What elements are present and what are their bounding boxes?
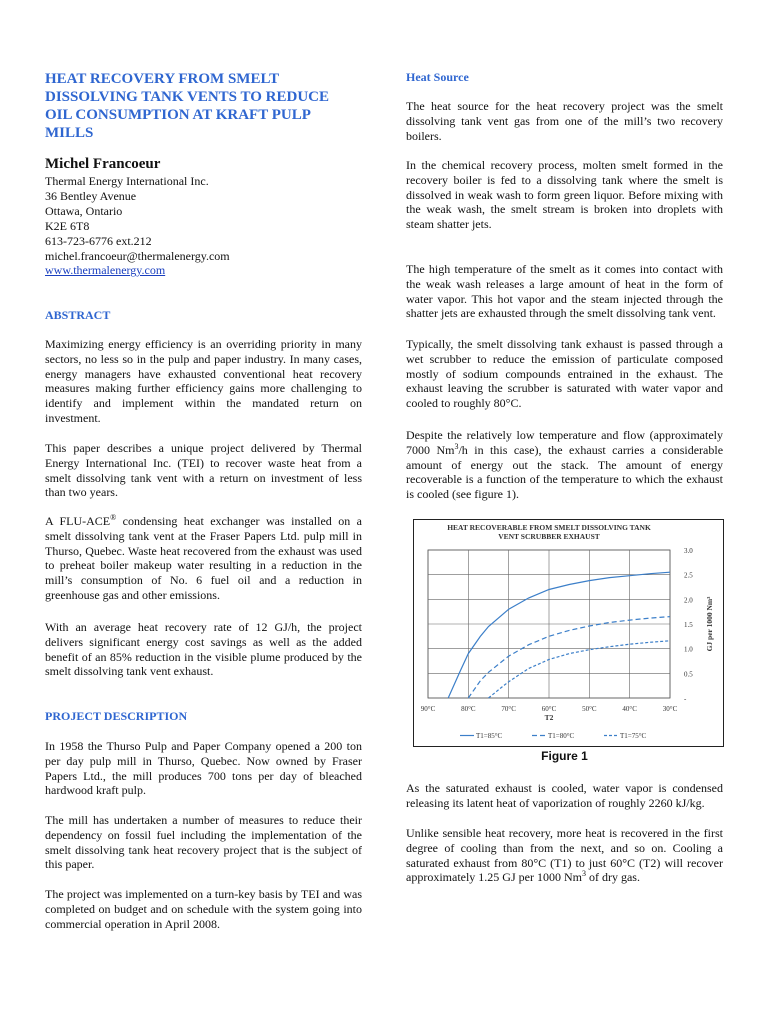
heat-source-heading: Heat Source <box>406 70 469 84</box>
figure-caption: Figure 1 <box>541 749 588 763</box>
figure-1-chart <box>413 519 724 747</box>
x-tick-label: 90°C <box>420 705 436 713</box>
x-tick-label: 70°C <box>501 705 516 713</box>
project-paragraph-1: In 1958 the Thurso Pulp and Paper Company opened a 200 ton per day pulp mill in Thurso, Quebec. Now owned by Fraser Papers Ltd., the mill produces 700 tons per day of bleached hardwood kraft pulp. <box>45 739 362 798</box>
author-address <box>45 174 230 278</box>
author-postal: K2E 6T8 <box>45 218 90 233</box>
heat-source-paragraph-2: In the chemical recovery process, molten smelt formed in the recovery boiler is fed to a dissolving tank where the smelt is dissolved in weak wash to form green liquor. Before mixing with the weak wash, the smelt stream is broken into droplets with steam shatter jets. <box>406 158 723 232</box>
legend-label-3: T1=75°C <box>620 732 647 740</box>
heat-source-paragraph-5: Despite the relatively low temperature and flow (approximately 7000 Nm$^3$/h in this case), the exhaust carries a considerable amount of energy out the stack. The amount of energy recoverable is a function of the temperature to which the exhaust is cooled (see figure 1). <box>406 428 724 502</box>
heat-source-paragraph-7: Unlike sensible heat recovery, more heat is recovered in the first degree of cooling than from the next, and so on. Cooling a saturated exhaust from 80°C (T1) to just 60°C (T2) will recover approximately 1.25 GJ per 1000 Nm$^3$ of dry gas. <box>406 826 723 885</box>
project-paragraph-2: The mill has undertaken a number of measures to reduce their dependency on fossil fuel including the implementation of the smelt dissolving tank heat recovery project that is the subject of this paper. <box>45 813 362 872</box>
legend-label-2: T1=80°C <box>548 732 575 740</box>
heat-source-paragraph-4: Typically, the smelt dissolving tank exhaust is passed through a wet scrubber to reduce the emission of particulate composed mostly of sodium compounds entrained in the exhaust. The exhaust leaving the scrubber is saturated with water vapor and cooled to roughly 80°C. <box>406 337 723 411</box>
chart-title-line-2: VENT SCRUBBER EXHAUST <box>498 532 600 541</box>
abstract-paragraph-1: Maximizing energy efficiency is an overriding priority in many sectors, no less so in the pulp and paper industry. In many cases, energy managers have exhausted conventional heat recovery measures making further efficiency gains more challenging to identify and implement within the mandated return on investment. <box>45 337 362 425</box>
abstract-heading: ABSTRACT <box>45 308 111 322</box>
author-street: 36 Bentley Avenue <box>45 188 137 203</box>
project-paragraph-3: The project was implemented on a turn-key basis by TEI and was completed on budget and on schedule with the system going into commercial operation in April 2008. <box>45 887 362 931</box>
heat-source-paragraph-3: The high temperature of the smelt as it comes into contact with the weak wash releases a large amount of heat in the form of water vapor. This hot vapor and the steam injected through the shatter jets are exhausted through the smelt dissolving tank vent. <box>406 262 723 321</box>
author-city: Ottawa, Ontario <box>45 203 123 218</box>
author-org: Thermal Energy International Inc. <box>45 174 209 188</box>
heat-source-paragraph-1: The heat source for the heat recovery project was the smelt dissolving tank vent gas from one of the mill’s two recovery boilers. <box>406 99 723 143</box>
paper-title: HEAT RECOVERY FROM SMELT DISSOLVING TANK VENTS TO REDUCE OIL CONSUMPTION AT KRAFT PULP MILLS <box>45 71 329 141</box>
chart-svg <box>414 520 723 746</box>
author-phone: 613-723-6776 ext.212 <box>45 233 152 248</box>
y-tick-label: 2.0 <box>684 596 693 605</box>
chart-title-line-1: HEAT RECOVERABLE FROM SMELT DISSOLVING TANK <box>447 523 651 532</box>
y-tick-label: 2.5 <box>684 571 693 580</box>
author-website-link[interactable]: www.thermalenergy.com <box>45 263 166 278</box>
author-name: Michel Francoeur <box>45 156 161 172</box>
x-tick-label: 40°C <box>622 705 637 713</box>
x-axis-label: T2 <box>544 713 554 722</box>
y-tick-label: 1.0 <box>684 645 693 654</box>
author-email[interactable]: michel.francoeur@thermalenergy.com <box>45 248 230 263</box>
y-tick-label: - <box>684 695 687 703</box>
x-tick-label: 60°C <box>541 705 557 713</box>
y-tick-label: 3.0 <box>684 547 693 555</box>
project-heading: PROJECT DESCRIPTION <box>45 709 188 723</box>
x-tick-label: 80°C <box>461 705 476 713</box>
legend-label-1: T1=85°C <box>476 732 503 740</box>
y-tick-label: 0.5 <box>684 670 693 679</box>
heat-source-paragraph-6: As the saturated exhaust is cooled, water vapor is condensed releasing its latent heat of vaporization of roughly 2260 kJ/kg. <box>406 781 723 810</box>
x-tick-label: 30°C <box>662 705 678 713</box>
y-tick-label: 1.5 <box>684 621 693 629</box>
abstract-paragraph-2: This paper describes a unique project delivered by Thermal Energy International Inc. (TEI) to recover waste heat from a smelt dissolving tank vent with a return on investment of less than two years. <box>45 441 362 500</box>
x-tick-label: 50°C <box>582 705 597 713</box>
abstract-paragraph-4: With an average heat recovery rate of 12 GJ/h, the project delivers significant energy cost savings as well as the added benefit of an 85% reduction in the visible plume produced by the smelt dissolving tank vent exhaust. <box>45 620 362 679</box>
y-axis-label: GJ per 1000 Nm³ <box>705 596 714 652</box>
abstract-paragraph-3: A FLU-ACE® condensing heat exchanger was installed on a smelt dissolving tank vent at the Fraser Papers Ltd. pulp mill in Thurso, Quebec. Waste heat recovered from the exhaust was used to preheat boiler makeup water resulting in a reduction in the mill’s consumption of No. 6 fuel oil and a reduction in greenhouse gas and other emissions. <box>45 513 363 602</box>
